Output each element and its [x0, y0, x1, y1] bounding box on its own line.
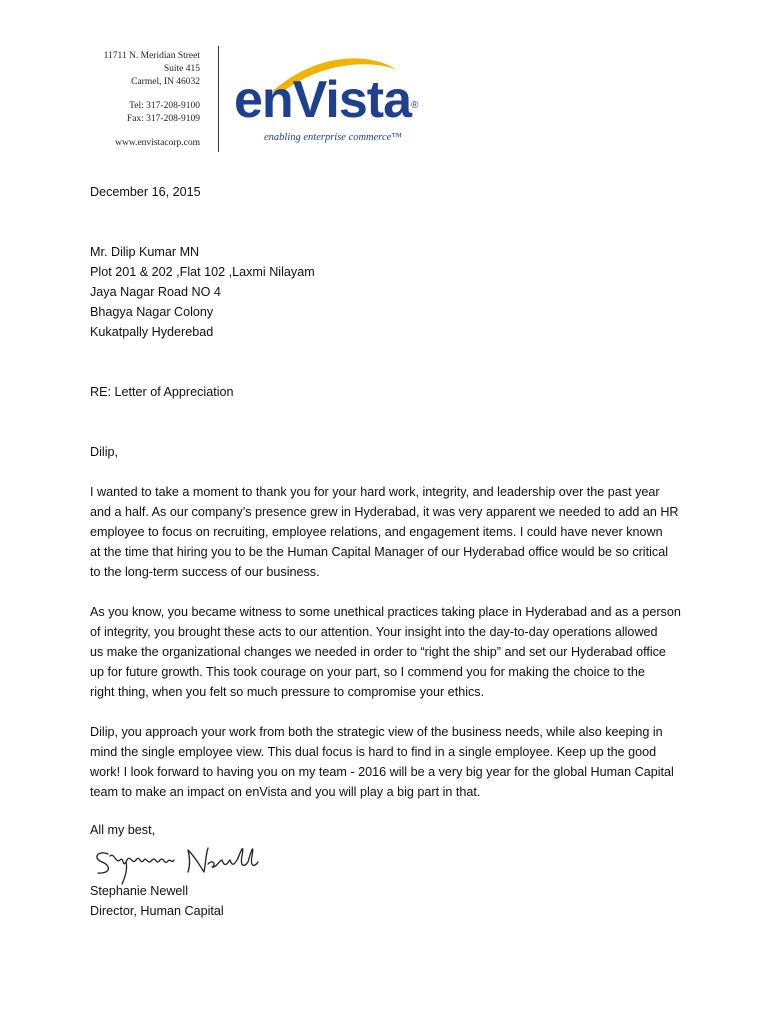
phone-number: Tel: 317-208-9100: [129, 101, 200, 111]
body-line: As you know, you became witness to some unethical practices taking place in Hyderabad and as a person: [90, 605, 681, 619]
body-line: work! I look forward to having you on my team - 2016 will be a very big year for the global Human Capital: [90, 765, 674, 779]
handwritten-signature: [90, 840, 260, 886]
address-line: Carmel, IN 46032: [131, 77, 200, 87]
body-line: up for future growth. This took courage on your part, so I commend you for making the choice to the: [90, 665, 645, 679]
body-line: employee to focus on recruiting, employee relations, and engagement items. I could have never known: [90, 525, 663, 539]
recipient-line: Plot 201 & 202 ,Flat 102 ,Laxmi Nilayam: [90, 265, 315, 279]
logo-tagline: enabling enterprise commerce™: [264, 132, 402, 143]
body-line: Dilip, you approach your work from both the strategic view of the business needs, while also keeping in: [90, 725, 663, 739]
subject-line: RE: Letter of Appreciation: [90, 385, 234, 399]
body-paragraph-3: [90, 722, 690, 802]
body-line: mind the single employee view. This dual focus is hard to find in a single employee. Keep up the good: [90, 745, 657, 759]
body-line: to the long-term success of our business.: [90, 565, 320, 579]
address-line: Suite 415: [163, 64, 200, 74]
signer-name: Stephanie Newell: [90, 884, 189, 898]
envista-logo: [232, 50, 432, 150]
body-line: and a half. As our company’s presence grew in Hyderabad, it was very apparent we needed to add an HR: [90, 505, 679, 519]
body-paragraph-2: [90, 602, 690, 702]
recipient-address: [90, 242, 690, 342]
signer-title: Director, Human Capital: [90, 904, 224, 918]
recipient-line: Jaya Nagar Road NO 4: [90, 285, 221, 299]
body-paragraph-1: [90, 482, 690, 582]
registered-mark: ®: [411, 100, 418, 111]
website: www.envistacorp.com: [115, 138, 200, 148]
body-line: right thing, when you felt so much pressure to compromise your ethics.: [90, 685, 485, 699]
address-line: 11711 N. Meridian Street: [103, 51, 200, 61]
salutation: Dilip,: [90, 445, 118, 459]
recipient-line: Mr. Dilip Kumar MN: [90, 245, 200, 259]
fax-number: Fax: 317-208-9109: [126, 114, 200, 124]
recipient-line: Bhagya Nagar Colony: [90, 305, 214, 319]
logo-text: enVista: [234, 71, 412, 129]
body-line: at the time that hiring you to be the Human Capital Manager of our Hyderabad office would be so critical: [90, 545, 669, 559]
logo-wordmark: [234, 71, 418, 129]
body-line: of integrity, you brought these acts to our attention. Your insight into the day-to-day operations allowed: [90, 625, 658, 639]
body-line: I wanted to take a moment to thank you for your hard work, integrity, and leadership over the past year: [90, 485, 660, 499]
body-line: us make the organizational changes we needed in order to “right the ship” and set our Hyderabad office: [90, 645, 666, 659]
letter-date: December 16, 2015: [90, 185, 201, 199]
closing: All my best,: [90, 823, 156, 837]
letterhead-address: [60, 50, 200, 150]
letterhead-divider: [218, 46, 219, 152]
body-line: team to make an impact on enVista and you will play a big part in that.: [90, 785, 481, 799]
recipient-line: Kukatpally Hyderebad: [90, 325, 214, 339]
